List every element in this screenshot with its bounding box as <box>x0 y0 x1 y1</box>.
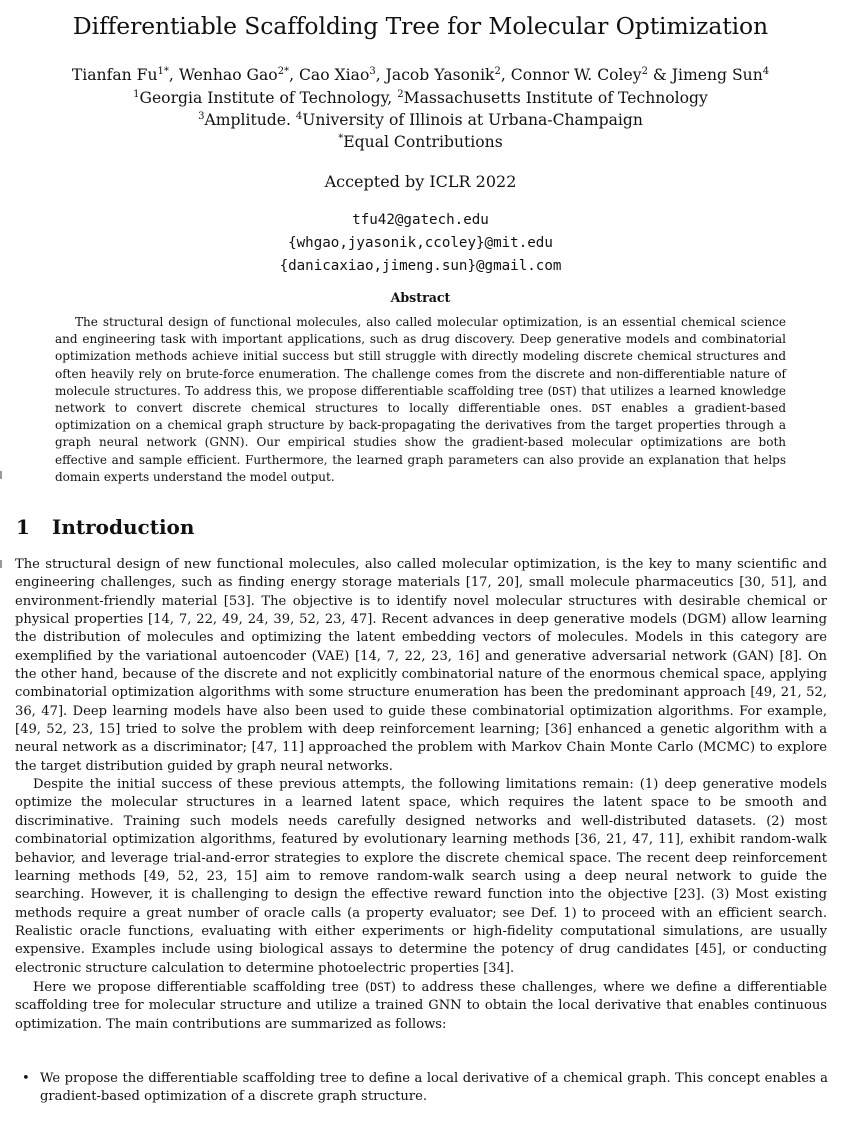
author-affiliation-marker: 2* <box>277 66 290 77</box>
author-name: Jacob Yasonik <box>385 66 495 84</box>
dst-acronym: DST <box>370 979 391 994</box>
paragraph: Despite the initial success of these previous attempts, the following limitations remain: (1) deep generative models optimize the molecular structures in a learned latent space, which requires the latent space to be smooth and discriminative. Training such models needs carefully designed networks and well-distributed datasets. (2) most combinatorial optimization algorithms, featured by evolutionary learning methods [36, 21, 47, 11], exhibit random-walk behavior, and leverage trial-and-error strategies to explore the discrete chemical space. The recent deep reinforcement learning methods [49, 52, 23, 15] aim to remove random-walk search using a deep neural network to guide the searching. However, it is challenging to design the effective reward function into the objective [23]. (3) Most existing methods require a great number of oracle calls (a property evaluator; see Def. 1) to proceed with an efficient search. Realistic oracle functions, evaluating with either experiments or high-fidelity computational simulations, are usually expensive. Examples include using biological assays to determine the potency of drug candidates [45], or conducting electronic structure calculation to determine photoelectric properties [34]. <box>15 777 827 976</box>
contribution-bullet <box>22 1070 828 1107</box>
bullet-marker: • <box>22 1071 30 1086</box>
dst-acronym: DST <box>591 402 612 416</box>
dst-acronym: DST <box>552 384 573 398</box>
abstract-heading: Abstract <box>390 290 451 305</box>
author-separator: , <box>168 66 179 84</box>
author-list <box>0 66 841 84</box>
section-number: 1 <box>16 515 30 539</box>
affiliation-line-2 <box>0 111 841 129</box>
author-separator: , <box>375 66 386 84</box>
affiliation-line-1 <box>0 89 841 107</box>
acceptance-note: Accepted by ICLR 2022 <box>324 172 517 191</box>
margin-mark <box>0 471 2 479</box>
affiliation-marker: 4 <box>295 111 303 122</box>
introduction-body <box>15 556 827 1034</box>
margin-mark <box>0 560 2 568</box>
bullet-text: We propose the differentiable scaffolding tree to define a local derivative of a chemical graph. This concept enables a gradient-based optimization of a discrete graph structure. <box>40 1071 828 1105</box>
author-affiliation-marker: 4 <box>762 66 770 77</box>
email-line: tfu42@gatech.edu <box>352 212 489 228</box>
author-separator: , <box>289 66 299 84</box>
author-separator: , <box>500 66 511 84</box>
paper-title: Differentiable Scaffolding Tree for Molecular Optimization <box>72 12 769 40</box>
author-affiliation-marker: 1* <box>157 66 169 77</box>
author-name: Wenhao Gao <box>178 66 278 84</box>
author-name: Connor W. Coley <box>510 66 642 84</box>
author-name: Tianfan Fu <box>71 66 158 84</box>
affiliation-marker: 1 <box>133 89 140 100</box>
paragraph: The structural design of new functional molecules, also called molecular optimization, is the key to many scientific and engineering challenges, such as finding energy storage materials [17, 20], small molecule pharmaceutics [30, 51], and environment-friendly material [53]. The objective is to identify novel molecular structures with desirable chemical or physical properties [14, 7, 22, 49, 24, 39, 52, 23, 47]. Recent advances in deep generative models (DGM) allow learning the distribution of molecules and optimizing the latent embedding vectors of molecules. Models in this category are exemplified by the variational autoencoder (VAE) [14, 7, 22, 23, 16] and generative adversarial network (GAN) [8]. On the other hand, because of the discrete and not explicitly combinatorial nature of the enormous chemical space, applying combinatorial optimization algorithms with some structure enumeration has been the predominant approach [49, 21, 52, 36, 47]. Deep learning models have also been used to guide these combinatorial optimization algorithms. For example, [49, 52, 23, 15] tried to solve the problem with deep reinforcement learning; [36] enhanced a genetic algorithm with a neural network as a discriminator; [47, 11] approached the problem with Markov Chain Monte Carlo (MCMC) to explore the target distribution guided by graph neural networks. <box>15 557 827 774</box>
equal-text: Equal Contributions <box>343 133 503 151</box>
abstract-text: The structural design of functional molecules, also called molecular optimization, is an essential chemical science and engineering task with important applications, such as drug discovery. Deep generative models and combinatorial optimization methods achieve initial success but still struggle with directly modeling discrete chemical structures and often heavily rely on brute-force enumeration. The challenge comes from the discrete and non-differentiable nature of molecule structures. To address this, we propose differentiable scaffolding tree (DST) that utilizes a learned knowledge network to convert discrete chemical structures to locally differentiable ones. DST enables a gradient-based optimization on a chemical graph structure by back-propagating the derivatives from the target properties through a graph neural network (GNN). Our empirical studies show the gradient-based molecular optimizations are both effective and sample efficient. Furthermore, the learned graph parameters can also provide an explanation that helps domain experts understand the model output. <box>55 315 786 484</box>
email-line: {danicaxiao,jimeng.sun}@gmail.com <box>279 258 562 274</box>
author-separator: & <box>647 66 672 84</box>
affiliation: University of Illinois at Urbana-Champaign <box>302 111 643 129</box>
author-name: Jimeng Sun <box>671 66 763 84</box>
author-affiliation-marker: 3 <box>369 66 376 77</box>
affiliation: Georgia Institute of Technology, <box>139 89 398 107</box>
email-line: {whgao,jyasonik,ccoley}@mit.edu <box>288 235 553 251</box>
paragraph: Here we propose differentiable scaffolding tree (DST) to address these challenges, where we define a differentiable scaffolding tree for molecular structure and utilize a trained GNN to obtain the local derivative that enables continuous optimization. The main contributions are summarized as follows: <box>15 979 827 1032</box>
section-heading <box>16 515 194 539</box>
equal-contribution-note <box>0 133 841 151</box>
equal-marker: * <box>338 133 344 144</box>
author-affiliation-marker: 2 <box>641 66 648 77</box>
affiliation: Massachusetts Institute of Technology <box>403 89 708 107</box>
affiliation-marker: 2 <box>397 89 404 100</box>
affiliation: Amplitude. <box>204 111 296 129</box>
section-title: Introduction <box>52 515 195 539</box>
author-affiliation-marker: 2 <box>494 66 501 77</box>
author-name: Cao Xiao <box>298 66 370 84</box>
affiliation-marker: 3 <box>198 111 205 122</box>
